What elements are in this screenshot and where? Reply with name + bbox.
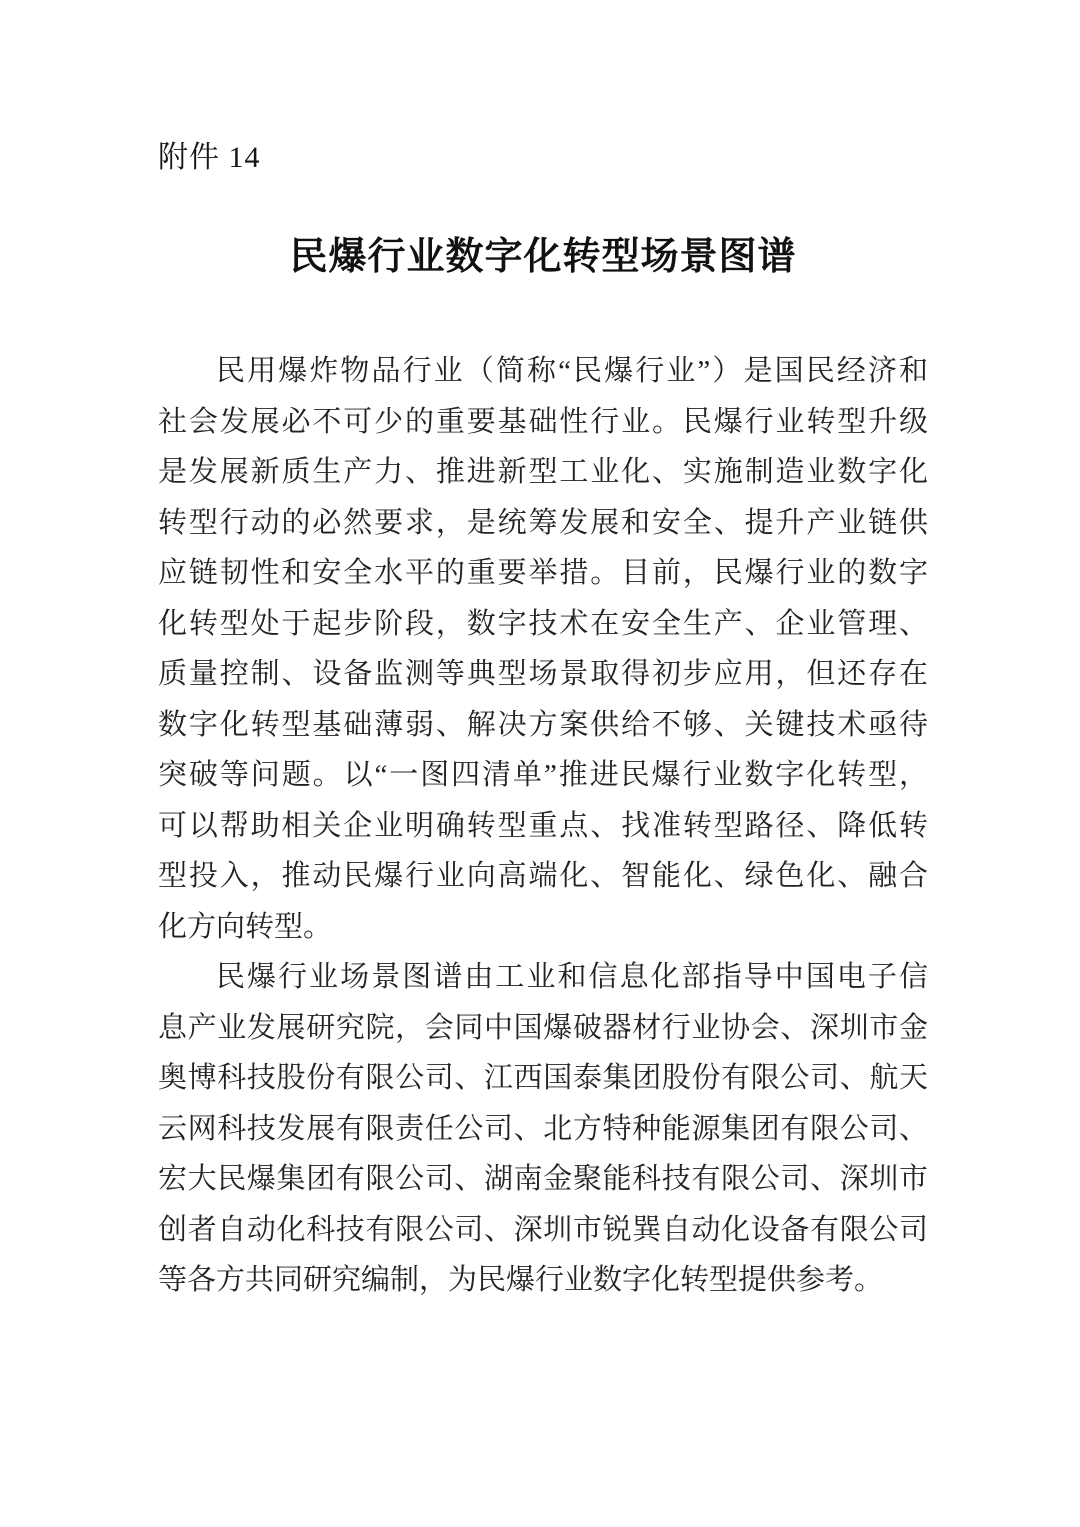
text-line: 可以帮助相关企业明确转型重点、找准转型路径、降低转 (158, 809, 928, 842)
paragraph-1 (158, 346, 928, 952)
text-line: 奥博科技股份有限公司、江西国泰集团股份有限公司、航天 (158, 1062, 928, 1094)
text-line: 数字化转型基础薄弱、解决方案供给不够、关键技术亟待 (158, 708, 928, 741)
text-line: 宏大民爆集团有限公司、湖南金聚能科技有限公司、深圳市 (158, 1163, 928, 1195)
text-line: 社会发展必不可少的重要基础性行业。民爆行业转型升级 (158, 405, 928, 438)
text-line: 创者自动化科技有限公司、深圳市锐巽自动化设备有限公司 (158, 1213, 928, 1246)
text-line: 云网科技发展有限责任公司、北方特种能源集团有限公司、 (158, 1112, 928, 1145)
paragraph-2 (158, 952, 928, 1306)
text-line: 质量控制、设备监测等典型场景取得初步应用，但还存在 (158, 658, 928, 690)
document-title: 民爆行业数字化转型场景图谱 (289, 236, 797, 278)
text-line: 民爆行业场景图谱由工业和信息化部指导中国电子信 (216, 961, 928, 993)
text-line: 化方向转型。 (158, 910, 333, 943)
text-line: 等各方共同研究编制，为民爆行业数字化转型提供参考。 (158, 1264, 884, 1296)
text-line: 型投入，推动民爆行业向高端化、智能化、绿色化、融合 (158, 860, 928, 892)
attachment-label: 附件 14 (158, 141, 261, 174)
text-line: 突破等问题。以“一图四清单”推进民爆行业数字化转型， (158, 759, 928, 791)
text-line: 民用爆炸物品行业（简称“民爆行业”）是国民经济和 (216, 355, 928, 387)
text-line: 应链韧性和安全水平的重要举措。目前，民爆行业的数字 (158, 557, 928, 589)
text-line: 化转型处于起步阶段，数字技术在安全生产、企业管理、 (158, 607, 928, 640)
text-line: 是发展新质生产力、推进新型工业化、实施制造业数字化 (158, 456, 928, 488)
text-line: 息产业发展研究院，会同中国爆破器材行业协会、深圳市金 (158, 1011, 928, 1044)
document-body (158, 346, 928, 1306)
text-line: 转型行动的必然要求，是统筹发展和安全、提升产业链供 (158, 506, 928, 539)
